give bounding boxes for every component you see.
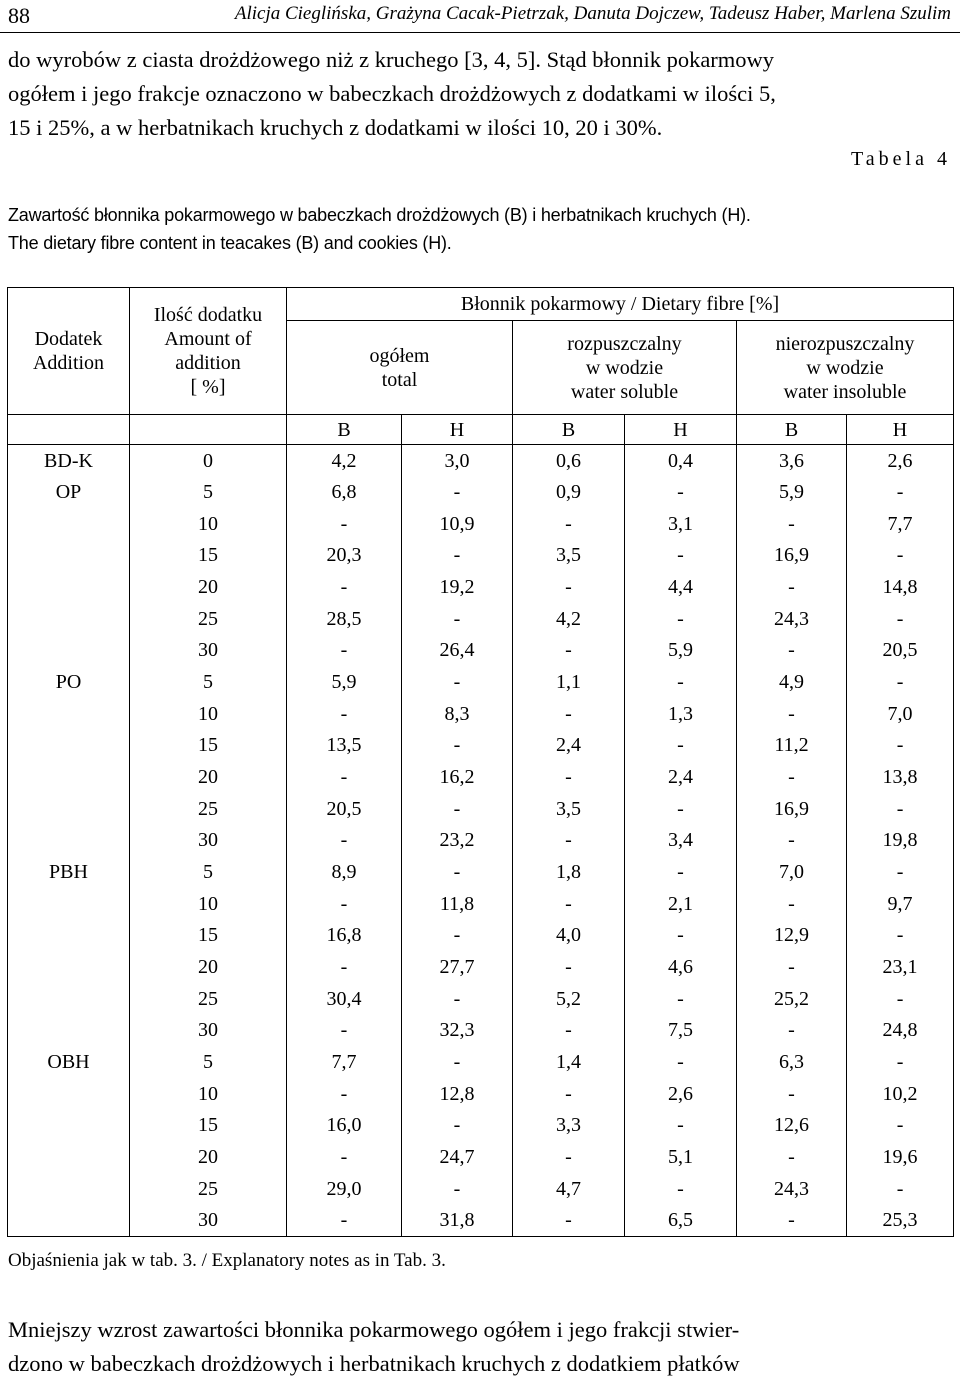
cell-addition: OBH: [47, 1051, 90, 1074]
cell-insoluble-b: 24,3: [737, 603, 847, 635]
cell-addition: [8, 1015, 130, 1047]
cell-total-h: -: [402, 730, 513, 762]
cell-insoluble-b: -: [737, 508, 847, 540]
cell-soluble-h: -: [625, 983, 737, 1015]
intro-line: 15 i 25%, a w herbatnikach kruchych z dodatkami w ilości 10, 20 i 30%.: [8, 115, 663, 140]
cell-insoluble-b: 4,9: [737, 666, 847, 698]
cell-addition: [8, 698, 130, 730]
cell-amount: 15: [130, 730, 287, 762]
cell-insoluble-h: -: [847, 666, 954, 698]
cell-insoluble-b: -: [737, 571, 847, 603]
table-body: [8, 445, 954, 1237]
cell-total-b: 20,5: [287, 793, 402, 825]
cell-addition: [8, 825, 130, 857]
subheader-b: B: [513, 415, 625, 445]
cell-amount: 5: [130, 1046, 287, 1078]
subheader-b: B: [737, 415, 847, 445]
cell-insoluble-h: 25,3: [847, 1205, 954, 1237]
cell-insoluble-h: 7,7: [847, 508, 954, 540]
header-amount: Ilość dodatku Amount of addition [ %]: [130, 288, 287, 415]
cell-total-h: 8,3: [402, 698, 513, 730]
cell-total-h: -: [402, 1046, 513, 1078]
cell-soluble-h: 5,1: [625, 1141, 737, 1173]
cell-soluble-h: -: [625, 1173, 737, 1205]
cell-insoluble-b: -: [737, 698, 847, 730]
subheader-h: H: [625, 415, 737, 445]
cell-total-b: -: [287, 1141, 402, 1173]
cell-soluble-b: -: [513, 1015, 625, 1047]
table-number-label: Tabela 4: [850, 148, 951, 170]
cell-total-b: -: [287, 1015, 402, 1047]
header-blank: [130, 415, 287, 445]
cell-insoluble-h: 9,7: [847, 888, 954, 920]
table-row: [8, 698, 954, 730]
cell-insoluble-h: -: [847, 603, 954, 635]
table-row: [8, 793, 954, 825]
intro-line: ogółem i jego frakcje oznaczono w babeczkach drożdżowych z dodatkami w ilości 5,: [8, 81, 776, 106]
cell-insoluble-h: -: [847, 856, 954, 888]
cell-insoluble-h: 2,6: [847, 445, 954, 477]
dietary-fibre-table: [7, 287, 954, 1237]
cell-soluble-h: 6,5: [625, 1205, 737, 1237]
cell-soluble-b: 3,5: [513, 540, 625, 572]
cell-total-b: -: [287, 508, 402, 540]
cell-soluble-b: -: [513, 635, 625, 667]
cell-addition: PBH: [49, 861, 88, 884]
cell-total-b: -: [287, 635, 402, 667]
cell-soluble-b: 2,4: [513, 730, 625, 762]
cell-total-b: 6,8: [287, 476, 402, 508]
cell-soluble-h: -: [625, 603, 737, 635]
cell-total-b: 20,3: [287, 540, 402, 572]
cell-soluble-b: 1,8: [513, 856, 625, 888]
cell-insoluble-b: 6,3: [737, 1046, 847, 1078]
cell-soluble-b: -: [513, 1078, 625, 1110]
cell-amount: 20: [130, 1141, 287, 1173]
cell-amount: 15: [130, 920, 287, 952]
cell-insoluble-b: 25,2: [737, 983, 847, 1015]
cell-amount: 5: [130, 666, 287, 698]
cell-addition: [8, 888, 130, 920]
cell-total-b: 30,4: [287, 983, 402, 1015]
cell-addition: [8, 603, 130, 635]
cell-soluble-h: 3,1: [625, 508, 737, 540]
page-number: 88: [8, 3, 30, 28]
table-row: [8, 888, 954, 920]
cell-insoluble-b: -: [737, 1205, 847, 1237]
cell-insoluble-h: 13,8: [847, 761, 954, 793]
cell-soluble-h: 1,3: [625, 698, 737, 730]
header-rule: [0, 32, 960, 33]
cell-insoluble-h: -: [847, 1046, 954, 1078]
cell-soluble-h: -: [625, 1110, 737, 1142]
table-row: [8, 1205, 954, 1237]
cell-amount: 25: [130, 793, 287, 825]
cell-soluble-b: -: [513, 1205, 625, 1237]
subheader-h: H: [402, 415, 513, 445]
cell-soluble-h: -: [625, 666, 737, 698]
outro-line: Mniejszy wzrost zawartości błonnika pokarmowego ogółem i jego frakcji stwier-: [8, 1317, 740, 1342]
cell-total-b: -: [287, 571, 402, 603]
table-row: [8, 1110, 954, 1142]
table-row: [8, 571, 954, 603]
cell-amount: 30: [130, 1205, 287, 1237]
cell-insoluble-h: 20,5: [847, 635, 954, 667]
table-row: [8, 1141, 954, 1173]
cell-insoluble-b: 12,6: [737, 1110, 847, 1142]
table-row: [8, 603, 954, 635]
header-soluble: rozpuszczalny w wodzie water soluble: [513, 321, 737, 415]
cell-addition: [8, 730, 130, 762]
cell-insoluble-h: -: [847, 730, 954, 762]
cell-total-b: 29,0: [287, 1173, 402, 1205]
cell-total-b: -: [287, 951, 402, 983]
cell-total-h: -: [402, 666, 513, 698]
cell-soluble-h: 2,6: [625, 1078, 737, 1110]
page-header: [0, 0, 960, 32]
cell-amount: 0: [130, 445, 287, 477]
cell-insoluble-b: 3,6: [737, 445, 847, 477]
cell-amount: 25: [130, 1173, 287, 1205]
cell-total-b: 8,9: [287, 856, 402, 888]
cell-addition: [8, 1173, 130, 1205]
cell-total-b: -: [287, 825, 402, 857]
cell-total-h: -: [402, 603, 513, 635]
cell-total-h: -: [402, 920, 513, 952]
table-row: [8, 476, 954, 508]
cell-amount: 5: [130, 476, 287, 508]
cell-addition: BD-K: [44, 449, 93, 472]
table-row: [8, 540, 954, 572]
table-row: [8, 508, 954, 540]
cell-addition: [8, 508, 130, 540]
cell-soluble-h: 3,4: [625, 825, 737, 857]
cell-insoluble-h: 7,0: [847, 698, 954, 730]
cell-soluble-h: -: [625, 540, 737, 572]
table-row: [8, 730, 954, 762]
cell-insoluble-b: -: [737, 635, 847, 667]
table-footnote: Objaśnienia jak w tab. 3. / Explanatory notes as in Tab. 3.: [8, 1250, 446, 1271]
cell-total-b: -: [287, 888, 402, 920]
cell-total-h: -: [402, 983, 513, 1015]
cell-total-b: 5,9: [287, 666, 402, 698]
cell-insoluble-b: -: [737, 1015, 847, 1047]
cell-addition: [8, 951, 130, 983]
table-caption-english: The dietary fibre content in teacakes (B) and cookies (H).: [8, 233, 452, 253]
cell-total-h: 11,8: [402, 888, 513, 920]
cell-soluble-b: -: [513, 1141, 625, 1173]
cell-amount: 10: [130, 508, 287, 540]
cell-insoluble-h: 19,8: [847, 825, 954, 857]
cell-total-h: 26,4: [402, 635, 513, 667]
cell-soluble-h: 7,5: [625, 1015, 737, 1047]
cell-addition: [8, 1205, 130, 1237]
cell-addition: PO: [55, 671, 82, 694]
cell-soluble-h: 0,4: [625, 445, 737, 477]
cell-insoluble-h: -: [847, 1110, 954, 1142]
cell-amount: 15: [130, 1110, 287, 1142]
cell-soluble-h: -: [625, 1046, 737, 1078]
cell-amount: 10: [130, 698, 287, 730]
table-row: [8, 445, 954, 477]
cell-soluble-h: 4,6: [625, 951, 737, 983]
cell-total-h: 27,7: [402, 951, 513, 983]
cell-total-b: 28,5: [287, 603, 402, 635]
table-row: [8, 666, 954, 698]
table-row: [8, 1046, 954, 1078]
cell-total-b: 7,7: [287, 1046, 402, 1078]
cell-soluble-h: -: [625, 476, 737, 508]
cell-soluble-h: 5,9: [625, 635, 737, 667]
cell-soluble-h: 2,4: [625, 761, 737, 793]
cell-addition: [8, 540, 130, 572]
cell-addition: [8, 571, 130, 603]
cell-soluble-b: 0,9: [513, 476, 625, 508]
cell-soluble-b: 5,2: [513, 983, 625, 1015]
cell-soluble-b: 3,5: [513, 793, 625, 825]
cell-soluble-b: 4,0: [513, 920, 625, 952]
cell-total-h: 19,2: [402, 571, 513, 603]
table-row: [8, 635, 954, 667]
cell-total-b: -: [287, 1205, 402, 1237]
cell-insoluble-b: 24,3: [737, 1173, 847, 1205]
cell-soluble-b: 0,6: [513, 445, 625, 477]
cell-insoluble-b: -: [737, 761, 847, 793]
header-blank: [8, 415, 130, 445]
cell-insoluble-b: -: [737, 888, 847, 920]
cell-amount: 10: [130, 888, 287, 920]
cell-insoluble-h: 14,8: [847, 571, 954, 603]
cell-total-h: 24,7: [402, 1141, 513, 1173]
cell-amount: 20: [130, 571, 287, 603]
cell-insoluble-b: 16,9: [737, 793, 847, 825]
table-row: [8, 825, 954, 857]
cell-amount: 15: [130, 540, 287, 572]
cell-soluble-b: 1,1: [513, 666, 625, 698]
cell-amount: 20: [130, 951, 287, 983]
outro-line: dzono w babeczkach drożdżowych i herbatnikach kruchych z dodatkiem płatków: [8, 1351, 740, 1376]
cell-addition: [8, 761, 130, 793]
cell-amount: 30: [130, 635, 287, 667]
cell-total-b: 13,5: [287, 730, 402, 762]
cell-addition: [8, 635, 130, 667]
cell-soluble-b: 3,3: [513, 1110, 625, 1142]
cell-insoluble-b: 5,9: [737, 476, 847, 508]
cell-insoluble-h: 10,2: [847, 1078, 954, 1110]
table-row: [8, 1173, 954, 1205]
cell-insoluble-b: -: [737, 1141, 847, 1173]
cell-insoluble-b: -: [737, 951, 847, 983]
cell-addition: OP: [55, 481, 82, 503]
cell-addition: [8, 920, 130, 952]
cell-insoluble-h: -: [847, 476, 954, 508]
cell-total-h: 3,0: [402, 445, 513, 477]
cell-insoluble-h: -: [847, 920, 954, 952]
cell-total-h: -: [402, 1173, 513, 1205]
table-row: [8, 920, 954, 952]
cell-soluble-b: -: [513, 825, 625, 857]
cell-soluble-h: 2,1: [625, 888, 737, 920]
cell-insoluble-b: -: [737, 825, 847, 857]
cell-insoluble-h: -: [847, 540, 954, 572]
table-row: [8, 983, 954, 1015]
cell-soluble-h: -: [625, 793, 737, 825]
cell-insoluble-h: -: [847, 983, 954, 1015]
cell-soluble-b: 4,2: [513, 603, 625, 635]
table-row: [8, 856, 954, 888]
running-header-authors: Alicja Cieglińska, Grażyna Cacak-Pietrzak, Danuta Dojczew, Tadeusz Haber, Marlena Szulim: [234, 3, 951, 24]
header-dietary-fibre: Błonnik pokarmowy / Dietary fibre [%]: [287, 288, 954, 321]
cell-insoluble-b: 12,9: [737, 920, 847, 952]
cell-addition: [8, 1110, 130, 1142]
cell-amount: 25: [130, 603, 287, 635]
cell-insoluble-h: -: [847, 1173, 954, 1205]
cell-insoluble-h: -: [847, 793, 954, 825]
cell-insoluble-h: 19,6: [847, 1141, 954, 1173]
header-insoluble: nierozpuszczalny w wodzie water insoluble: [737, 321, 954, 415]
cell-total-h: 23,2: [402, 825, 513, 857]
table-row: [8, 1078, 954, 1110]
cell-soluble-b: -: [513, 888, 625, 920]
cell-total-b: -: [287, 698, 402, 730]
header-total: ogółem total: [287, 321, 513, 415]
cell-soluble-h: 4,4: [625, 571, 737, 603]
cell-amount: 30: [130, 1015, 287, 1047]
table-row: [8, 761, 954, 793]
cell-total-b: -: [287, 1078, 402, 1110]
cell-total-h: 32,3: [402, 1015, 513, 1047]
cell-total-h: 12,8: [402, 1078, 513, 1110]
intro-paragraph: [8, 43, 952, 145]
cell-amount: 5: [130, 856, 287, 888]
table-row: [8, 1015, 954, 1047]
cell-addition: [8, 1141, 130, 1173]
cell-insoluble-b: 11,2: [737, 730, 847, 762]
cell-total-h: 10,9: [402, 508, 513, 540]
cell-amount: 20: [130, 761, 287, 793]
cell-addition: [8, 793, 130, 825]
table-row: [8, 951, 954, 983]
cell-insoluble-h: 23,1: [847, 951, 954, 983]
cell-addition: [8, 1078, 130, 1110]
cell-amount: 30: [130, 825, 287, 857]
subheader-h: H: [847, 415, 954, 445]
cell-total-h: -: [402, 793, 513, 825]
cell-insoluble-h: 24,8: [847, 1015, 954, 1047]
cell-soluble-b: -: [513, 951, 625, 983]
cell-soluble-b: -: [513, 571, 625, 603]
cell-total-h: -: [402, 476, 513, 508]
cell-insoluble-b: 16,9: [737, 540, 847, 572]
cell-total-b: 4,2: [287, 445, 402, 477]
cell-total-b: 16,0: [287, 1110, 402, 1142]
cell-total-h: -: [402, 856, 513, 888]
cell-soluble-b: 1,4: [513, 1046, 625, 1078]
cell-soluble-b: -: [513, 508, 625, 540]
cell-total-h: 31,8: [402, 1205, 513, 1237]
cell-total-b: -: [287, 761, 402, 793]
cell-insoluble-b: 7,0: [737, 856, 847, 888]
cell-total-h: 16,2: [402, 761, 513, 793]
cell-amount: 10: [130, 1078, 287, 1110]
table-caption-polish: Zawartość błonnika pokarmowego w babeczkach drożdżowych (B) i herbatnikach kruchych (H).: [8, 205, 751, 225]
cell-insoluble-b: -: [737, 1078, 847, 1110]
cell-soluble-b: -: [513, 698, 625, 730]
cell-soluble-b: 4,7: [513, 1173, 625, 1205]
cell-soluble-h: -: [625, 856, 737, 888]
header-addition: Dodatek Addition: [32, 328, 105, 374]
cell-total-h: -: [402, 540, 513, 572]
cell-soluble-b: -: [513, 761, 625, 793]
cell-total-b: 16,8: [287, 920, 402, 952]
subheader-b: B: [287, 415, 402, 445]
outro-paragraph: [8, 1313, 952, 1381]
cell-amount: 25: [130, 983, 287, 1015]
cell-soluble-h: -: [625, 920, 737, 952]
cell-soluble-h: -: [625, 730, 737, 762]
intro-line: do wyrobów z ciasta drożdżowego niż z kruchego [3, 4, 5]. Stąd błonnik pokarmowy: [8, 47, 775, 72]
cell-addition: [8, 983, 130, 1015]
cell-total-h: -: [402, 1110, 513, 1142]
